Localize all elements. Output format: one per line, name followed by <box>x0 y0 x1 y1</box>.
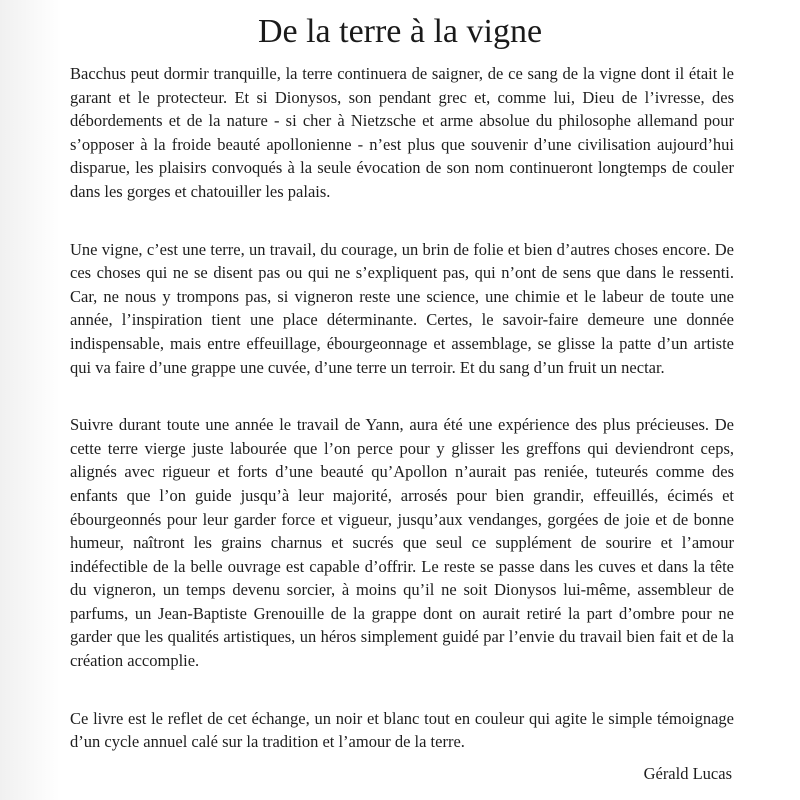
paragraph-1: Bacchus peut dormir tranquille, la terre continuera de saigner, de ce sang de la vigne dont il était le garant et le protecteur. Et si Dionysos, son pendant grec et, comme lui, Dieu de l’ivresse, des débordements et de la nature - si cher à Nietzsche et arme absolue du philosophe allemand pour s’opposer à la froide beauté apollonienne - n’est plus que souvenir d’une civilisation aujourd’hui disparue, les plaisirs convoqués à la seule évocation de son nom continueront longtemps de couler dans les gorges et chatouiller les palais. <box>70 64 734 201</box>
paragraph-3: Suivre durant toute une année le travail de Yann, aura été une expérience des plus précieuses. De cette terre vierge juste labourée que l’on perce pour y glisser les greffons qui deviendront ceps, alignés avec rigueur et forts d’une beauté qu’Apollon n’aurait pas reniée, tuteurés comme des enfants que l’on guide jusqu’à leur majorité, arrosés pour bien grandir, effeuillés, écimés et ébourgeonnés pour leur garder force et vigueur, jusqu’aux vendanges, gorgées de joie et de bonne humeur, naîtront les grains charnus et sucrés que seul ce supplément de sourire et l’amour indéfectible de la belle ouvrage est capable d’offrir. Le reste se passe dans les cuves et dans la tête du vigneron, un temps devenu sorcier, à moins qu’il ne soit Dionysos lui-même, assembleur de parfums, un Jean-Baptiste Grenouille de la grappe dont on aurait retiré la part d’ombre pour ne garder que les qualités artistiques, un héros simplement guidé par l’envie du travail bien fait et de la création accomplie. <box>70 415 734 671</box>
paragraph-4: Ce livre est le reflet de cet échange, un noir et blanc tout en couleur qui agite le simple témoignage d’un cycle annuel calé sur la tradition et l’amour de la terre. <box>70 708 734 752</box>
page-title: De la terre à la vigne <box>257 13 543 50</box>
author-signature: Gérald Lucas <box>643 764 732 783</box>
body-text <box>70 62 734 788</box>
paragraph-2: Une vigne, c’est une terre, un travail, du courage, un brin de folie et bien d’autres choses encore. De ces choses qui ne se disent pas ou qui ne s’expliquent pas, qui n’ont de sens que dans le ressenti. Car, ne nous y trompons pas, si vigneron reste une science, une chimie et le labeur de toute une année, l’inspiration tient une place déterminante. Certes, le savoir-faire demeure une donnée indispensable, mais entre effeuillage, ébourgeonnage et assemblage, se glisse la patte d’un artiste qui va faire d’une grappe une cuvée, d’une terre un terroir. Et du sang d’un fruit un nectar. <box>70 239 734 377</box>
page-gutter-shadow <box>0 0 60 800</box>
